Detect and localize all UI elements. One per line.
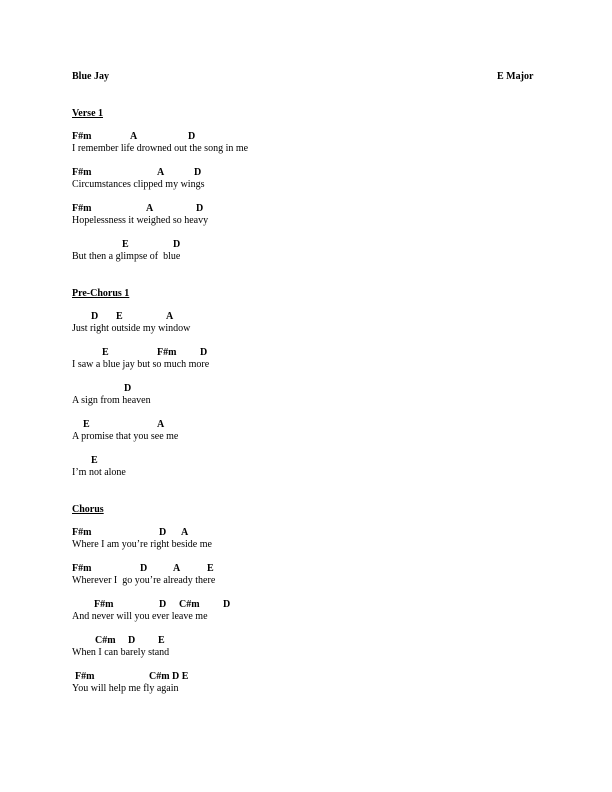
chord: D <box>200 347 208 358</box>
chord: D <box>140 563 148 574</box>
lyric-line: I’m not alone <box>72 467 126 478</box>
chord: D <box>124 383 132 394</box>
chord: F#m <box>94 599 114 610</box>
chord: D <box>128 635 136 646</box>
chord: E <box>102 347 109 358</box>
chord: D <box>188 131 196 142</box>
chord: E <box>116 311 123 322</box>
chord: E <box>83 419 90 430</box>
chord: F#m <box>72 563 92 574</box>
lyric-line: Where I am you’re right beside me <box>72 539 212 550</box>
chord: D <box>159 527 167 538</box>
chord: D <box>194 167 202 178</box>
lyric-line: You will help me fly again <box>72 683 179 694</box>
lyric-line: I saw a blue jay but so much more <box>72 359 210 370</box>
lyric-line: Circumstances clipped my wings <box>72 179 205 190</box>
chord: A <box>130 131 138 142</box>
section-heading: Verse 1 <box>72 108 104 119</box>
lyric-line: Just right outside my window <box>72 323 191 334</box>
lyric-line: I remember life drowned out the song in me <box>72 143 249 154</box>
chord: A <box>166 311 174 322</box>
chord: C#m <box>179 599 200 610</box>
chord: A <box>157 167 165 178</box>
lyric-line: A promise that you see me <box>72 431 179 442</box>
chord: E <box>207 563 214 574</box>
lyric-line: Wherever I go you’re already there <box>72 575 216 586</box>
chord: D <box>223 599 231 610</box>
chord: F#m <box>72 527 92 538</box>
chord: E <box>158 635 165 646</box>
chord: F#m <box>75 671 95 682</box>
chord: E <box>122 239 129 250</box>
chord: F#m <box>72 167 92 178</box>
chord: F#m <box>72 131 92 142</box>
chord: F#m <box>157 347 177 358</box>
lyric-line: When I can barely stand <box>72 647 170 658</box>
chord: A <box>181 527 189 538</box>
lyric-line: Hopelessness it weighed so heavy <box>72 215 209 226</box>
chord: F#m <box>72 203 92 214</box>
lyric-line: A sign from heaven <box>72 395 151 406</box>
chord: D <box>173 239 181 250</box>
chord: C#m D E <box>149 671 189 682</box>
chord: C#m <box>95 635 116 646</box>
chord: D <box>196 203 204 214</box>
chord: D <box>91 311 99 322</box>
section-heading: Pre-Chorus 1 <box>72 288 130 299</box>
section-heading: Chorus <box>72 504 104 515</box>
chord: A <box>146 203 154 214</box>
chord: D <box>159 599 167 610</box>
lyric-line: And never will you ever leave me <box>72 611 208 622</box>
song-key: E Major <box>497 71 534 82</box>
chord: A <box>157 419 165 430</box>
lyric-line: But then a glimpse of blue <box>72 251 181 262</box>
chord: E <box>91 455 98 466</box>
song-title: Blue Jay <box>72 71 109 82</box>
chord: A <box>173 563 181 574</box>
